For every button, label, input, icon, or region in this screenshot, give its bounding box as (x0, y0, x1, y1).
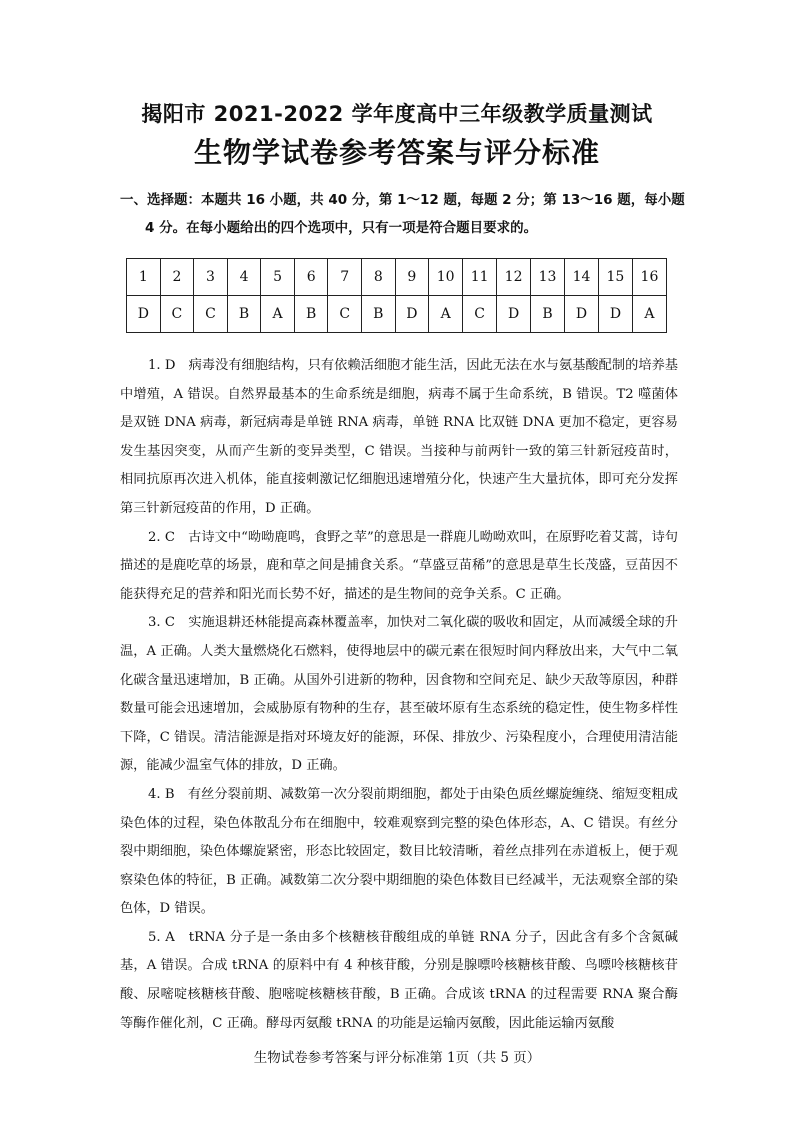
explanation-paragraph: 5. A tRNA 分子是一条由多个核糖核苷酸组成的单链 RNA 分子，因此含有多个含氮碱基，A 错误。合成 tRNA 的原料中有 4 种核苷酸，分别是腺嘌呤核糖核苷酸、鸟嘌呤核糖核苷酸、尿嘧啶核糖核苷酸、胞嘧啶核糖核苷酸，B 正确。合成该 tRNA 的过程需要 RNA 聚合酶等酶作催化剂，C 正确。酵母丙氨酸 tRNA 的功能是运输丙氨酸，因此能运输丙氨酸 (120, 929, 678, 1031)
answer-row (127, 296, 667, 333)
answer-table (126, 258, 667, 333)
question-number: 7 (328, 259, 362, 296)
question-number: 6 (294, 259, 328, 296)
explanation-paragraph: 1. D 病毒没有细胞结构，只有依赖活细胞才能生活，因此无法在水与氨基酸配制的培养基中增殖，A 错误。自然界最基本的生命系统是细胞，病毒不属于生命系统，B 错误。T2 噬菌体是双链 DNA 病毒，新冠病毒是单链 RNA 病毒，单链 RNA 比双链 DNA 更加不稳定，更容易发生基因突变，从而产生新的变异类型，C 错误。当接种与前两针一致的第三针新冠疫苗时， 相同抗原再次进入机体，能直接刺激记忆细胞迅速增殖分化，快速产生大量抗体，即可充分发挥第三针新冠疫苗的作用，D 正确。 (120, 358, 678, 516)
answer-cell: D (395, 296, 429, 333)
answer-cell: A (261, 296, 295, 333)
answer-cell: C (463, 296, 497, 333)
answer-cell: B (531, 296, 565, 333)
answer-cell: D (565, 296, 599, 333)
answer-cell: C (194, 296, 228, 333)
question-number: 16 (632, 259, 666, 296)
answer-cell: B (227, 296, 261, 333)
question-number: 4 (227, 259, 261, 296)
question-number: 3 (194, 259, 228, 296)
question-number: 1 (127, 259, 161, 296)
answer-cell: C (328, 296, 362, 333)
answer-cell: D (598, 296, 632, 333)
answer-cell: D (497, 296, 531, 333)
exam-title: 揭阳市 2021-2022 学年度高中三年级教学质量测试 (141, 102, 653, 126)
question-number: 14 (565, 259, 599, 296)
question-number: 11 (463, 259, 497, 296)
question-number: 2 (160, 259, 194, 296)
question-number: 9 (395, 259, 429, 296)
section-heading-text: 一、选择题：本题共 16 小题，共 40 分，第 1～12 题，每题 2 分；第 13～16 题，每小题 4 分。在每小题给出的四个选项中，只有一项是符合题目要求的。 (120, 192, 685, 236)
answer-cell: B (294, 296, 328, 333)
question-number: 15 (598, 259, 632, 296)
explanation-paragraph: 4. B 有丝分裂前期、减数第一次分裂前期细胞，都处于由染色质丝螺旋缠绕、缩短变粗成染色体的过程，染色体散乱分布在细胞中，较难观察到完整的染色体形态，A、C 错误。有丝分裂中期细胞，染色体螺旋紧密，形态比较固定，数目比较清晰，着丝点排列在赤道板上，便于观察染色体的特征，B 正确。减数第二次分裂中期细胞的染色体数目已经减半，无法观察全部的染色体，D 错误。 (120, 786, 678, 917)
explanation-paragraph: 3. C 实施退耕还林能提高森林覆盖率，加快对二氧化碳的吸收和固定，从而减缓全球的升温，A 正确。人类大量燃烧化石燃料，使得地层中的碳元素在很短时间内释放出来，大气中二氧化碳含量迅速增加，B 正确。从国外引进新的物种，因食物和空间充足、缺少天敌等原因，种群数量可能会迅速增加，会威胁原有物种的生存，甚至破坏原有生态系统的稳定性，使生物多样性下降，C 错误。清洁能源是指对环境友好的能源，环保、排放少、污染程度小，合理使用清洁能源，能减少温室气体的排放，D 正确。 (120, 615, 678, 774)
question-number: 8 (362, 259, 396, 296)
section-heading (120, 186, 690, 242)
answer-cell: C (160, 296, 194, 333)
answer-explanations (120, 352, 678, 1038)
question-number: 5 (261, 259, 295, 296)
question-number-row (127, 259, 667, 296)
answer-cell: A (429, 296, 463, 333)
explanation-paragraph: 2. C 古诗文中“呦呦鹿鸣，食野之苹”的意思是一群鹿儿呦呦欢叫，在原野吃着艾蒿，诗句描述的是鹿吃草的场景，鹿和草之间是捕食关系。“草盛豆苗稀”的意思是草生长茂盛，豆苗因不能获得充足的营养和阳光而长势不好，描述的是生物间的竞争关系。C 正确。 (120, 529, 678, 602)
answer-cell: A (632, 296, 666, 333)
question-number: 12 (497, 259, 531, 296)
question-number: 10 (429, 259, 463, 296)
document-subtitle: 生物学试卷参考答案与评分标准 (193, 136, 600, 169)
answer-cell: B (362, 296, 396, 333)
page-footer: 生物试卷参考答案与评分标准第 1页（共 5 页） (253, 1050, 541, 1066)
answer-cell: D (127, 296, 161, 333)
question-number: 13 (531, 259, 565, 296)
